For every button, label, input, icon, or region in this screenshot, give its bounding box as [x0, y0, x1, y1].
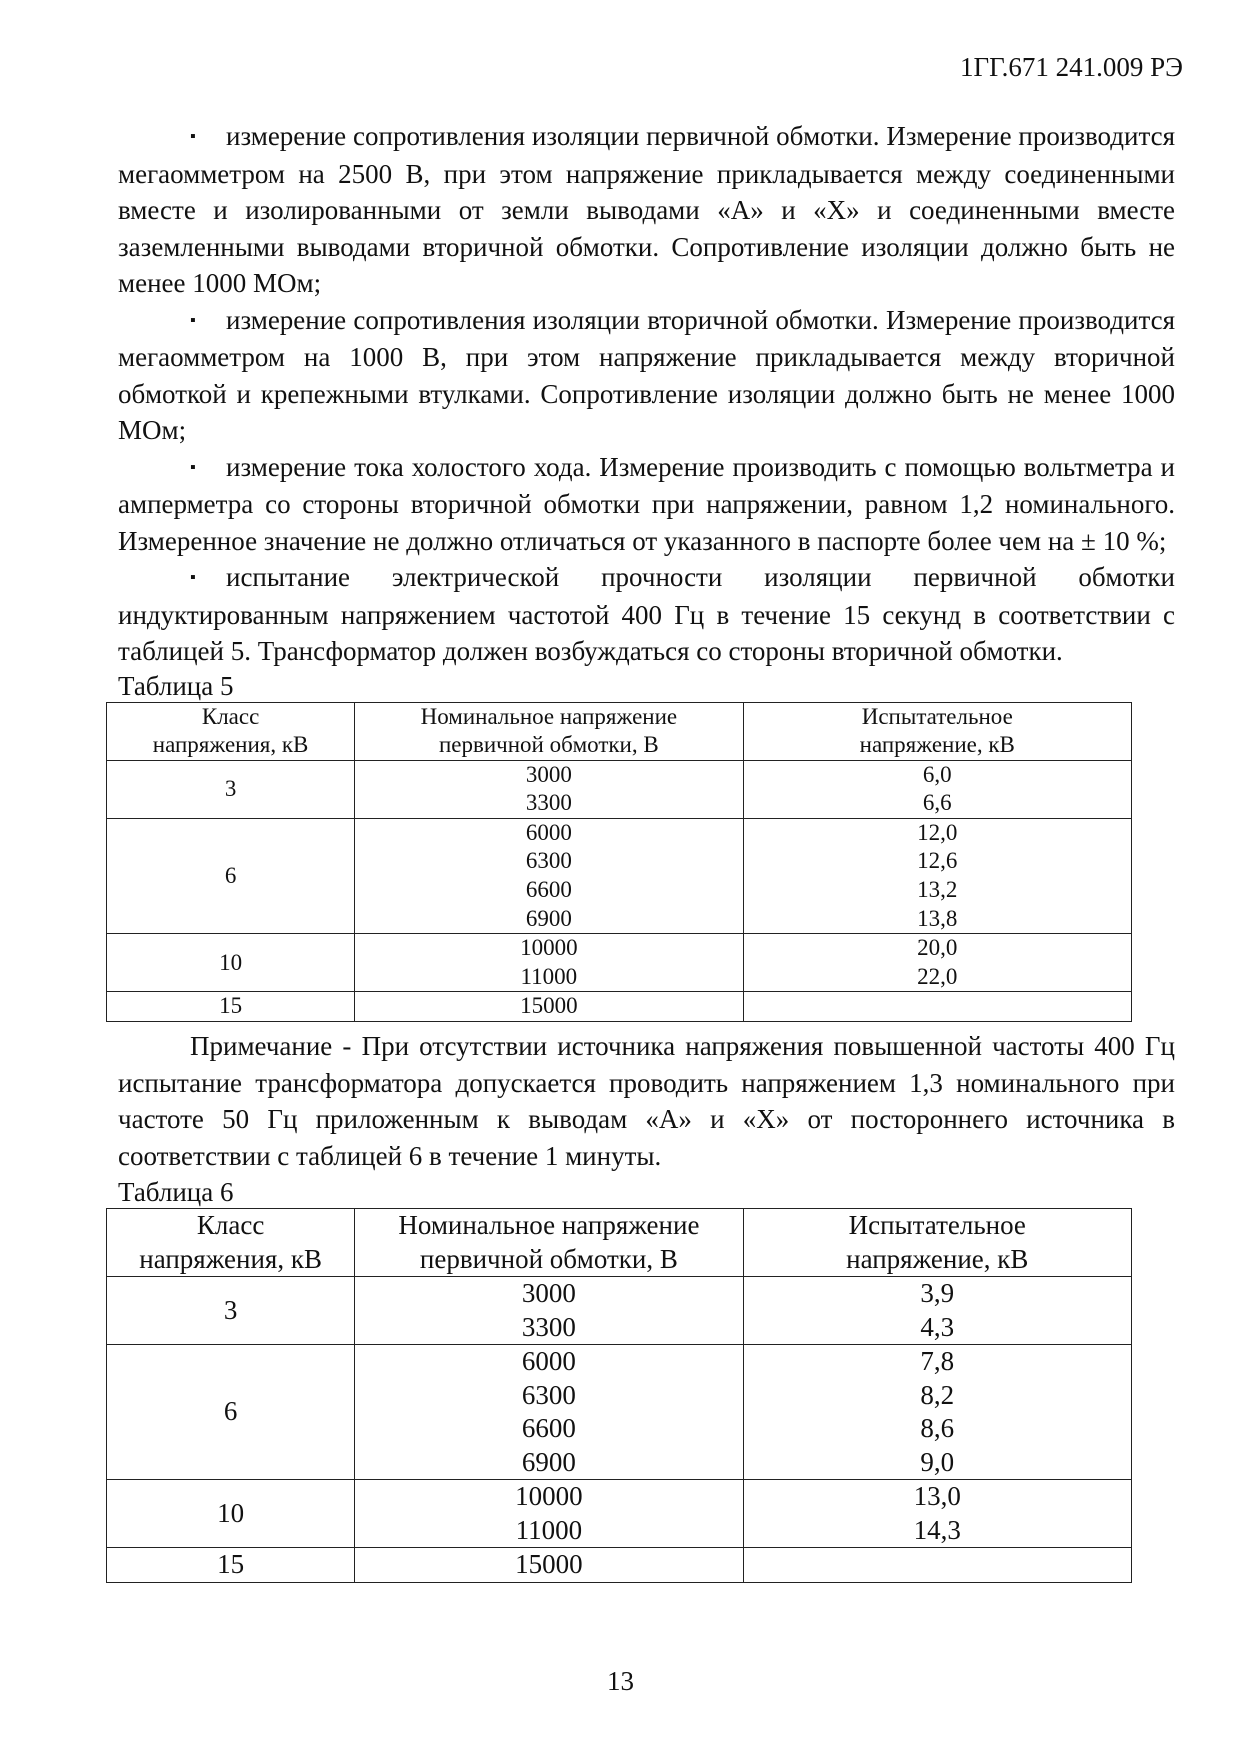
cell-nominal-voltage: [355, 1548, 743, 1583]
cell-test-voltage: [743, 1277, 1131, 1345]
header-line: напряжение, кВ: [846, 1243, 1029, 1274]
document-code: 1ГГ.671 241.009 РЭ: [959, 52, 1183, 82]
header-class: [107, 702, 355, 760]
header-line: напряжения, кВ: [139, 1243, 322, 1274]
cell-test-voltage: [743, 1345, 1131, 1480]
nominal-value: 6000: [525, 819, 572, 845]
cell-voltage-class: 6: [107, 1345, 355, 1480]
cell-voltage-class: 15: [107, 992, 355, 1022]
test-value: 7,8: [920, 1346, 955, 1377]
bullet-item: [118, 302, 1175, 449]
table-row: [107, 1548, 1132, 1583]
cell-test-voltage: [743, 992, 1131, 1022]
test-value: 3,9: [920, 1278, 955, 1309]
bullet-square-icon: ▪: [190, 311, 196, 329]
bullet-square-icon: ▪: [190, 569, 196, 586]
test-value: 6,6: [922, 790, 952, 816]
nominal-value: 6600: [525, 877, 572, 903]
header-line: Номинальное напряжение: [398, 1210, 700, 1241]
table6-caption: Таблица 6: [118, 1177, 234, 1208]
nominal-value: 11000: [515, 1514, 583, 1545]
test-value: 13,2: [917, 877, 958, 903]
bullet-square-icon: ▪: [190, 128, 196, 145]
header-line: напряжения, кВ: [152, 732, 309, 758]
cell-test-voltage: [743, 1548, 1131, 1583]
bullet-text: измерение тока холостого хода. Измерение производить с помощью вольтметра и амперметра со стороны вторичной обмотки при напряжении, равном 1,2 номинального. Измеренное значение не должно отличаться от указанного в паспорте более чем на ± 10 %;: [118, 451, 1175, 556]
bullet-item: [118, 449, 1175, 560]
header-line: первичной обмотки, В: [438, 732, 659, 758]
nominal-value: 3000: [521, 1278, 576, 1309]
cell-test-voltage: [743, 1480, 1131, 1548]
header-line: Класс: [196, 1210, 265, 1241]
test-value: 13,8: [917, 905, 958, 931]
header-nominal: [355, 1209, 743, 1277]
page-number: 13: [607, 1666, 634, 1696]
header-test: [743, 702, 1131, 760]
header-class: [107, 1209, 355, 1277]
test-value: 8,2: [920, 1379, 955, 1410]
table-header-row: [107, 702, 1132, 760]
nominal-value: 10000: [515, 1481, 583, 1512]
header-nominal: [355, 702, 743, 760]
test-value: 4,3: [920, 1311, 955, 1342]
table-row: [107, 1480, 1132, 1548]
bullet-item: [118, 118, 1175, 302]
cell-voltage-class: 10: [107, 1480, 355, 1548]
cell-voltage-class: 6: [107, 818, 355, 933]
nominal-value: 6300: [521, 1379, 576, 1410]
nominal-value: 6600: [521, 1413, 576, 1444]
nominal-value: 6900: [521, 1446, 576, 1477]
bullet-item: [118, 559, 1175, 670]
test-value: 8,6: [920, 1413, 955, 1444]
cell-nominal-voltage: [355, 1345, 743, 1480]
test-value: 20,0: [917, 935, 958, 961]
nominal-value: 3300: [521, 1311, 576, 1342]
table5-note: Примечание - При отсутствии источника напряжения повышенной частоты 400 Гц испытание трансформатора допускается проводить напряжением 1,3 номинального при частоте 50 Гц приложенным к выводам «А» и «Х» от постороннего источника в соответствии с таблицей 6 в течение 1 минуты.: [118, 1031, 1175, 1171]
test-value: 22,0: [917, 963, 958, 989]
cell-voltage-class: 3: [107, 1277, 355, 1345]
header-line: Номинальное напряжение: [420, 703, 678, 729]
test-value: 9,0: [920, 1446, 955, 1477]
table-row: [107, 1277, 1132, 1345]
nominal-value: 6900: [525, 905, 572, 931]
cell-nominal-voltage: [355, 992, 743, 1022]
nominal-value: 15000: [520, 993, 578, 1019]
table-row: [107, 818, 1132, 933]
cell-test-voltage: [743, 818, 1131, 933]
table-row: [107, 992, 1132, 1022]
page-content: [118, 118, 1175, 1583]
table-6: [106, 1208, 1132, 1583]
cell-nominal-voltage: [355, 818, 743, 933]
cell-voltage-class: 15: [107, 1548, 355, 1583]
header-line: первичной обмотки, В: [419, 1243, 678, 1274]
bullet-text: испытание электрической прочности изоляции первичной обмотки индуктированным напряжением частотой 400 Гц в течение 15 секунд в соответствии с таблицей 5. Трансформатор должен возбуждаться со стороны вторичной обмотки.: [118, 562, 1175, 666]
cell-nominal-voltage: [355, 1277, 743, 1345]
table-row: [107, 760, 1132, 818]
cell-test-voltage: [743, 760, 1131, 818]
table-row: [107, 1345, 1132, 1480]
nominal-value: 6000: [521, 1346, 576, 1377]
table-header-row: [107, 1209, 1132, 1277]
test-value: 12,6: [917, 848, 958, 874]
nominal-value: 11000: [520, 963, 578, 989]
cell-nominal-voltage: [355, 760, 743, 818]
header-line: Испытательное: [861, 703, 1013, 729]
cell-voltage-class: 3: [107, 760, 355, 818]
nominal-value: 15000: [515, 1549, 583, 1580]
nominal-value: 10000: [520, 935, 578, 961]
bullet-text: измерение сопротивления изоляции вторичной обмотки. Измерение производится мегаомметром на 1000 В, при этом напряжение прикладывается между вторичной обмоткой и крепежными втулками. Сопротивление изоляции должно быть не менее 1000 МОм;: [118, 304, 1175, 445]
header-line: напряжение, кВ: [859, 732, 1015, 758]
cell-voltage-class: 10: [107, 934, 355, 992]
header-test: [743, 1209, 1131, 1277]
cell-test-voltage: [743, 934, 1131, 992]
test-value: 13,0: [913, 1481, 961, 1512]
nominal-value: 3000: [525, 761, 572, 787]
table-5: [106, 702, 1132, 1023]
header-line: Испытательное: [848, 1210, 1026, 1241]
bullet-square-icon: ▪: [190, 458, 196, 476]
cell-nominal-voltage: [355, 1480, 743, 1548]
test-value: 14,3: [913, 1514, 961, 1545]
table5-caption: Таблица 5: [118, 670, 234, 701]
test-value: 12,0: [917, 819, 958, 845]
nominal-value: 6300: [525, 848, 572, 874]
cell-nominal-voltage: [355, 934, 743, 992]
bullet-text: измерение сопротивления изоляции первичной обмотки. Измерение производится мегаомметром на 2500 В, при этом напряжение прикладывается между соединенными вместе и изолированными от земли выводами «А» и «Х» и соединенными вместе заземленными выводами вторичной обмотки. Сопротивление изоляции должно быть не менее 1000 МОм;: [118, 121, 1175, 298]
test-value: 6,0: [922, 761, 952, 787]
header-line: Класс: [201, 703, 260, 729]
nominal-value: 3300: [525, 790, 572, 816]
table-row: [107, 934, 1132, 992]
